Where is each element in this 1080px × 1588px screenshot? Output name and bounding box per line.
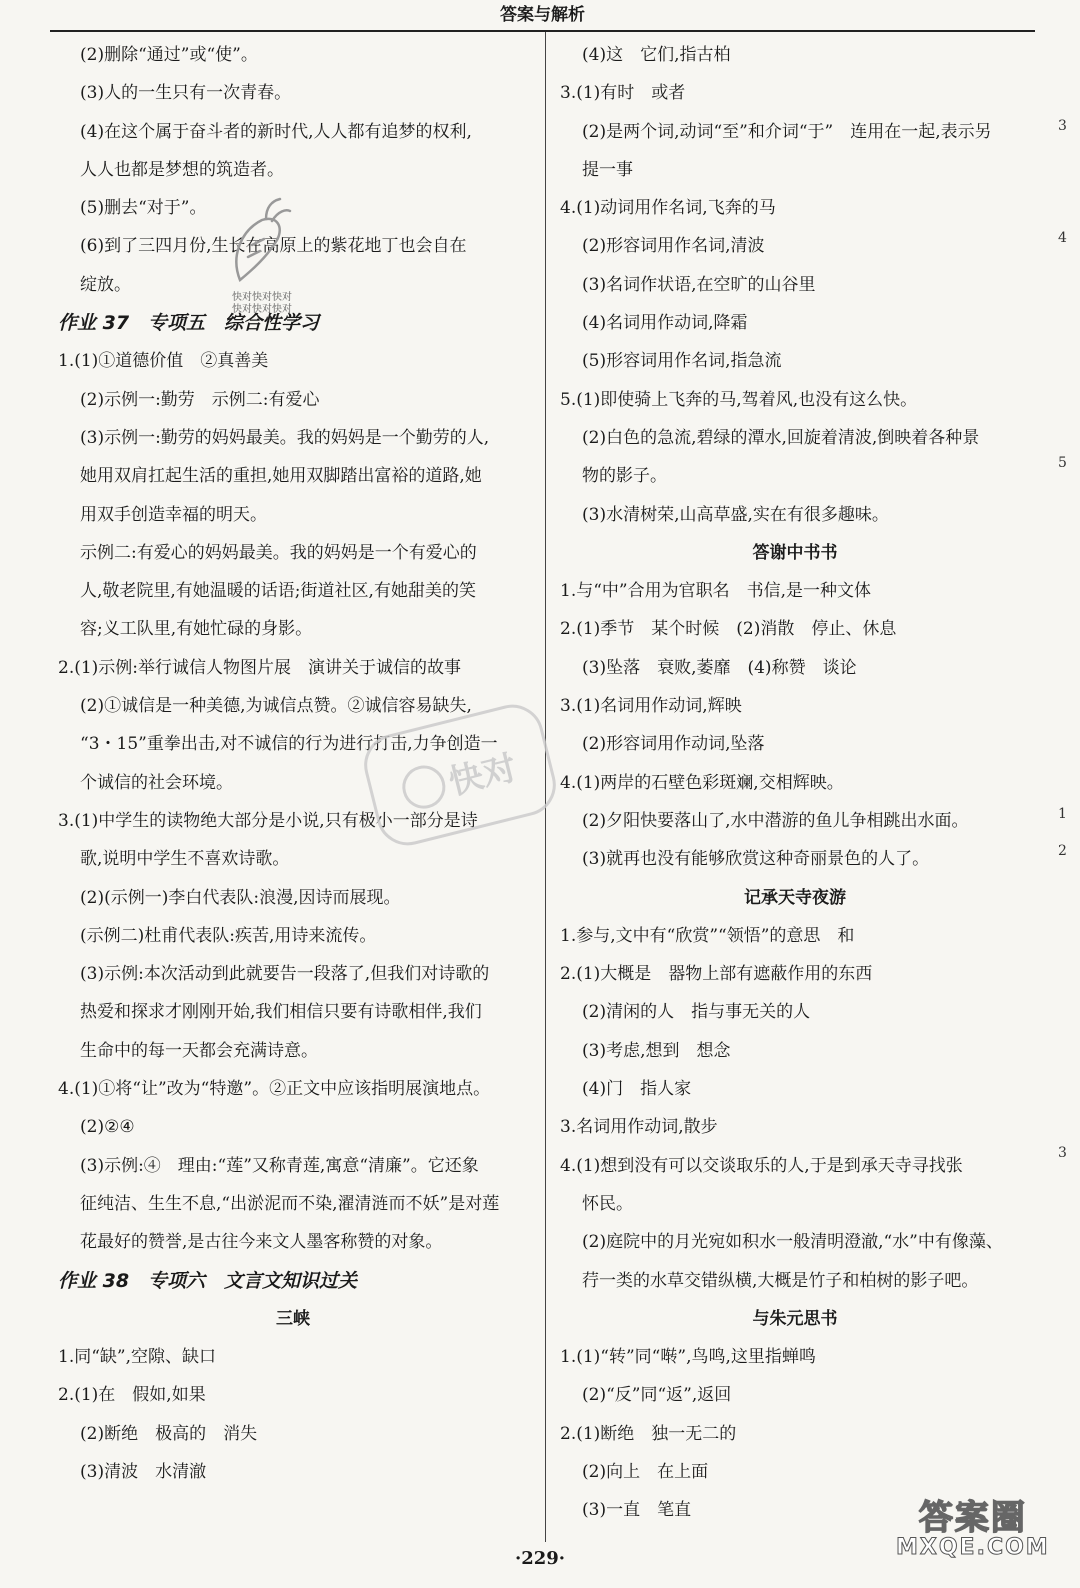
answer-line: (4)名词用作动词,降霜 <box>582 313 748 334</box>
edge-mark: 4 <box>1058 230 1067 246</box>
watermark-stamp-icon <box>360 700 560 850</box>
answer-line: (4)门 指人家 <box>582 1079 692 1100</box>
answer-line: 2.(1)季节 某个时候 (2)消散 停止、休息 <box>560 619 897 640</box>
answer-line: (4)在这个属于奋斗者的新时代,人人都有追梦的权利, <box>80 121 472 142</box>
answer-line: 她用双肩扛起生活的重担,她用双脚踏出富裕的道路,她 <box>80 466 482 487</box>
answer-line: 4.(1)①将“让”改为“特邀”。②正文中应该指明展演地点。 <box>58 1079 491 1100</box>
answer-line: 2.(1)断绝 独一无二的 <box>560 1423 737 1444</box>
answer-line: (2)断绝 极高的 消失 <box>80 1423 258 1444</box>
subsection-title: 记承天寺夜游 <box>744 887 846 908</box>
answer-line: 1.参与,文中有“欣赏”“领悟”的意思 和 <box>560 925 855 946</box>
answer-line: (5)形容词用作名词,指急流 <box>582 351 782 372</box>
answer-line: 1.(1)“转”同“啭”,鸟鸣,这里指蝉鸣 <box>560 1347 816 1368</box>
answer-line: (3)清波 水清澈 <box>80 1461 207 1482</box>
answer-line: 3.(1)名词用作动词,辉映 <box>560 696 742 717</box>
answer-line: 怀民。 <box>582 1193 633 1214</box>
header-title: 答案与解析 <box>500 5 585 25</box>
answer-line: (2)向上 在上面 <box>582 1461 709 1482</box>
page-header <box>50 0 1035 32</box>
edge-mark: 3 <box>1058 1145 1067 1161</box>
answer-line: 5.(1)即使骑上飞奔的马,驾着风,也没有这么快。 <box>560 389 918 410</box>
answer-line: 物的影子。 <box>582 466 667 487</box>
edge-mark: 3 <box>1058 118 1067 134</box>
page-number: ·229· <box>514 1548 566 1569</box>
answer-line: 3.(1)中学生的读物绝大部分是小说,只有极小一部分是诗 <box>58 810 478 831</box>
answer-line: 人人也都是梦想的筑造者。 <box>80 159 284 180</box>
watermark-line-2: 快对快对快对 <box>232 304 292 315</box>
answer-line: (2)夕阳快要落山了,水中潜游的鱼儿争相跳出水面。 <box>582 810 969 831</box>
answer-line: (3)水清树荣,山高草盛,实在有很多趣味。 <box>582 504 889 525</box>
answer-line: 歌,说明中学生不喜欢诗歌。 <box>80 849 290 870</box>
section-heading: 作业 38 专项六 文言文知识过关 <box>58 1269 358 1292</box>
corner-logo <box>896 1490 1050 1560</box>
answer-line: (3)示例:本次活动到此就要告一段落了,但我们对诗歌的 <box>80 964 490 985</box>
answer-line: 容;义工队里,有她忙碌的身影。 <box>80 619 313 640</box>
subsection-title: 答谢中书书 <box>752 542 838 563</box>
answer-line: 人,敬老院里,有她温暖的话语;街道社区,有她甜美的笑 <box>80 581 476 602</box>
answer-line: 4.(1)动词用作名词,飞奔的马 <box>560 198 776 219</box>
answer-line: (2)清闲的人 指与事无关的人 <box>582 1002 811 1023</box>
answer-line: (2)形容词用作名词,清波 <box>582 236 765 257</box>
answer-line: (2)示例一:勤劳 示例二:有爱心 <box>80 389 320 410</box>
answer-line: (3)示例一:勤劳的妈妈最美。我的妈妈是一个勤劳的人, <box>80 427 490 448</box>
answer-line: (2)是两个词,动词“至”和介词“于” 连用在一起,表示另 <box>582 121 992 142</box>
answer-line: 3.名词用作动词,散步 <box>560 1117 718 1138</box>
answer-line: 征纯洁、生生不息,“出淤泥而不染,濯清涟而不妖”是对莲 <box>80 1193 500 1214</box>
answer-line: (示例二)杜甫代表队:疾苦,用诗来流传。 <box>80 925 377 946</box>
answer-line: (3)一直 笔直 <box>582 1500 692 1521</box>
answer-line: (2)庭院中的月光宛如积水一般清明澄澈,“水”中有像藻、 <box>582 1232 1003 1253</box>
answer-line: 2.(1)在 假如,如果 <box>58 1385 206 1406</box>
watermark-text <box>232 292 292 316</box>
answer-line: 4.(1)想到没有可以交谈取乐的人,于是到承天寺寻找张 <box>560 1155 963 1176</box>
subsection-title: 与朱元思书 <box>752 1308 838 1329</box>
answer-line: 绽放。 <box>80 274 131 295</box>
answer-line: (2)(示例一)李白代表队:浪漫,因诗而展现。 <box>80 887 401 908</box>
answer-line: (5)删去“对于”。 <box>80 198 207 219</box>
answer-line: (6)到了三四月份,生长在高原上的紫花地丁也会自在 <box>80 236 467 257</box>
answer-line: “3・15”重拳出击,对不诚信的行为进行打击,力争创造一 <box>80 734 498 755</box>
right-column <box>560 36 1030 1530</box>
edge-mark: 2 <box>1058 843 1067 859</box>
answer-line: (3)坠落 衰败,萎靡 (4)称赞 谈论 <box>582 657 857 678</box>
edge-mark: 5 <box>1058 455 1067 471</box>
answer-line: 个诚信的社会环境。 <box>80 772 233 793</box>
answer-line: 1.与“中”合用为官职名 书信,是一种文体 <box>560 581 872 602</box>
answer-line: 提一事 <box>582 159 633 180</box>
answer-line: (2)形容词用作动词,坠落 <box>582 734 765 755</box>
answer-line: (3)就再也没有能够欣赏这种奇丽景色的人了。 <box>582 849 930 870</box>
answer-line: 3.(1)有时 或者 <box>560 83 686 104</box>
watermark-line-1: 快对快对快对 <box>232 292 292 303</box>
answer-line: 生命中的每一天都会充满诗意。 <box>80 1040 318 1061</box>
answer-line: (3)名词作状语,在空旷的山谷里 <box>582 274 816 295</box>
corner-logo-url: MXQE.COM <box>896 1535 1050 1560</box>
answer-line: 用双手创造幸福的明天。 <box>80 504 267 525</box>
subsection-title: 三峡 <box>276 1308 310 1329</box>
answer-line: 4.(1)两岸的石壁色彩斑斓,交相辉映。 <box>560 772 844 793</box>
answer-line: 2.(1)示例:举行诚信人物图片展 演讲关于诚信的故事 <box>58 657 462 678</box>
answer-line: 热爱和探求才刚刚开始,我们相信只要有诗歌相伴,我们 <box>80 1002 482 1023</box>
answer-line: 1.(1)①道德价值 ②真善美 <box>58 351 269 372</box>
carrot-watermark-icon <box>222 195 292 285</box>
answer-line: (3)考虑,想到 想念 <box>582 1040 731 1061</box>
answer-line: (2)②④ <box>80 1117 135 1138</box>
answer-line: (2)白色的急流,碧绿的潭水,回旋着清波,倒映着各种景 <box>582 427 980 448</box>
answer-line: (3)示例:④ 理由:“莲”又称青莲,寓意“清廉”。它还象 <box>80 1155 479 1176</box>
answer-line: (2)①诚信是一种美德,为诚信点赞。②诚信容易缺失, <box>80 696 472 717</box>
edge-mark: 1 <box>1058 806 1067 822</box>
answer-line: (2)“反”同“返”,返回 <box>582 1385 732 1406</box>
answer-line: 花最好的赞誉,是古往今来文人墨客称赞的对象。 <box>80 1232 443 1253</box>
corner-logo-title: 答案圈 <box>918 1498 1027 1538</box>
stamp-text: 快对 <box>444 747 521 804</box>
answer-line: (2)删除“通过”或“使”。 <box>80 45 258 65</box>
answer-line: 1.同“缺”,空隙、缺口 <box>58 1347 217 1368</box>
answer-line: (4)这 它们,指古柏 <box>582 45 731 65</box>
answer-line: 荇一类的水草交错纵横,大概是竹子和柏树的影子吧。 <box>582 1270 979 1291</box>
answer-line: 2.(1)大概是 器物上部有遮蔽作用的东西 <box>560 964 873 985</box>
section-heading: 作业 37 专项五 综合性学习 <box>58 312 320 335</box>
answer-line: 示例二:有爱心的妈妈最美。我的妈妈是一个有爱心的 <box>80 542 477 563</box>
answer-line: (3)人的一生只有一次青春。 <box>80 83 292 104</box>
